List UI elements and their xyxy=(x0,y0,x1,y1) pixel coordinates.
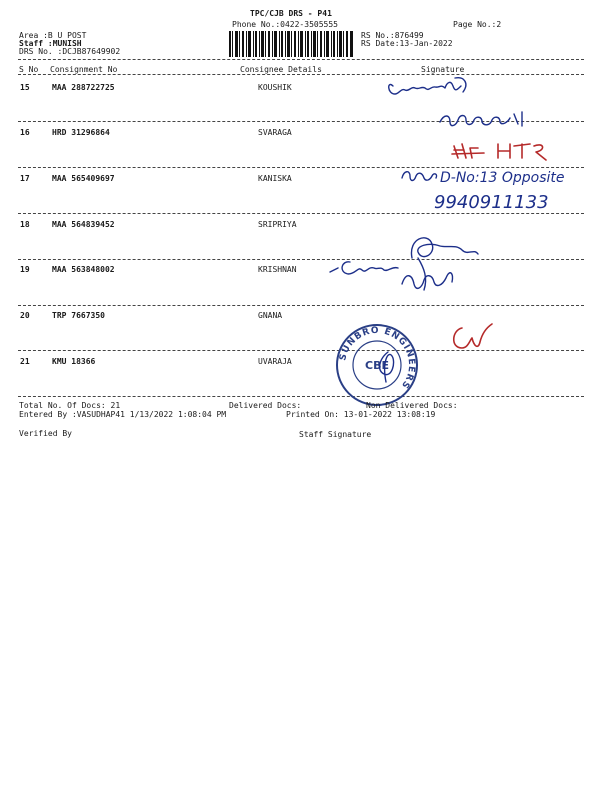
drs-number: DRS No. :DCJB87649902 xyxy=(19,47,121,56)
signature-row-16 xyxy=(438,108,528,132)
rs-number: RS No.:876499 xyxy=(361,31,424,40)
handwritten-address: D-No:13 Opposite xyxy=(440,170,565,186)
column-signature: Signature xyxy=(421,65,465,74)
entered-by: Entered By :VASUDHAP41 1/13/2022 1:08:04 PM xyxy=(19,410,227,419)
row-divider xyxy=(18,350,584,351)
staff-field: Staff :MUNISH xyxy=(19,39,82,48)
row-17-sno: 17 xyxy=(20,174,30,183)
signature-row-17 xyxy=(400,166,440,188)
row-21-consignee: UVARAJA xyxy=(258,357,292,366)
column-consignment: Consignment No xyxy=(50,65,118,74)
row-divider xyxy=(18,259,584,260)
row-16-consignment: HRD 31296864 xyxy=(52,128,110,137)
document-title: TPC/CJB DRS - P41 xyxy=(250,9,332,18)
signature-row-19 xyxy=(328,228,488,310)
row-19-sno: 19 xyxy=(20,265,30,274)
signature-row-17-initials xyxy=(448,138,558,164)
stamp-ring-text: SUNBRO ENGINEERS xyxy=(338,325,417,391)
rs-date: RS Date:13-Jan-2022 xyxy=(361,39,453,48)
handwritten-phone: 9940911133 xyxy=(434,192,549,213)
table-bottom-divider xyxy=(18,396,584,397)
header-divider-bottom xyxy=(18,74,584,75)
company-stamp xyxy=(334,322,420,410)
phone-number: Phone No.:0422-3505555 xyxy=(232,20,338,29)
row-21-sno: 21 xyxy=(20,357,30,366)
row-divider xyxy=(18,305,584,306)
staff-signature: Staff Signature xyxy=(299,430,372,439)
row-19-consignee: KRISHNAN xyxy=(258,265,297,274)
total-docs: Total No. Of Docs: 21 xyxy=(19,401,121,410)
non-delivered-docs: Non Delivered Docs: xyxy=(366,401,458,410)
row-divider xyxy=(18,213,584,214)
signature-row-15 xyxy=(385,76,475,104)
signature-row-20 xyxy=(448,320,498,356)
column-consignee: Consignee Details xyxy=(240,65,322,74)
column-sno: S No xyxy=(19,65,39,74)
page-number: Page No.:2 xyxy=(453,20,502,29)
row-15-consignment: MAA 288722725 xyxy=(52,83,115,92)
header-divider-top xyxy=(18,59,584,60)
barcode xyxy=(229,31,353,57)
row-18-consignment: MAA 564839452 xyxy=(52,220,115,229)
delivered-docs: Delivered Docs: xyxy=(229,401,302,410)
area-field: Area :B U POST xyxy=(19,31,87,40)
row-17-consignee: KANISKA xyxy=(258,174,292,183)
row-18-consignee: SRIPRIYA xyxy=(258,220,297,229)
row-20-sno: 20 xyxy=(20,311,30,320)
row-15-sno: 15 xyxy=(20,83,30,92)
row-18-sno: 18 xyxy=(20,220,30,229)
row-17-consignment: MAA 565409697 xyxy=(52,174,115,183)
row-19-consignment: MAA 563848002 xyxy=(52,265,115,274)
printed-on: Printed On: 13-01-2022 13:08:19 xyxy=(286,410,436,419)
row-16-consignee: SVARAGA xyxy=(258,128,292,137)
stamp-center-text: CBE xyxy=(365,359,389,372)
verified-by: Verified By xyxy=(19,429,72,438)
row-20-consignment: TRP 7667350 xyxy=(52,311,105,320)
row-15-consignee: KOUSHIK xyxy=(258,83,292,92)
row-21-consignment: KMU 18366 xyxy=(52,357,96,366)
row-20-consignee: GNANA xyxy=(258,311,283,320)
row-16-sno: 16 xyxy=(20,128,30,137)
row-divider xyxy=(18,167,584,168)
